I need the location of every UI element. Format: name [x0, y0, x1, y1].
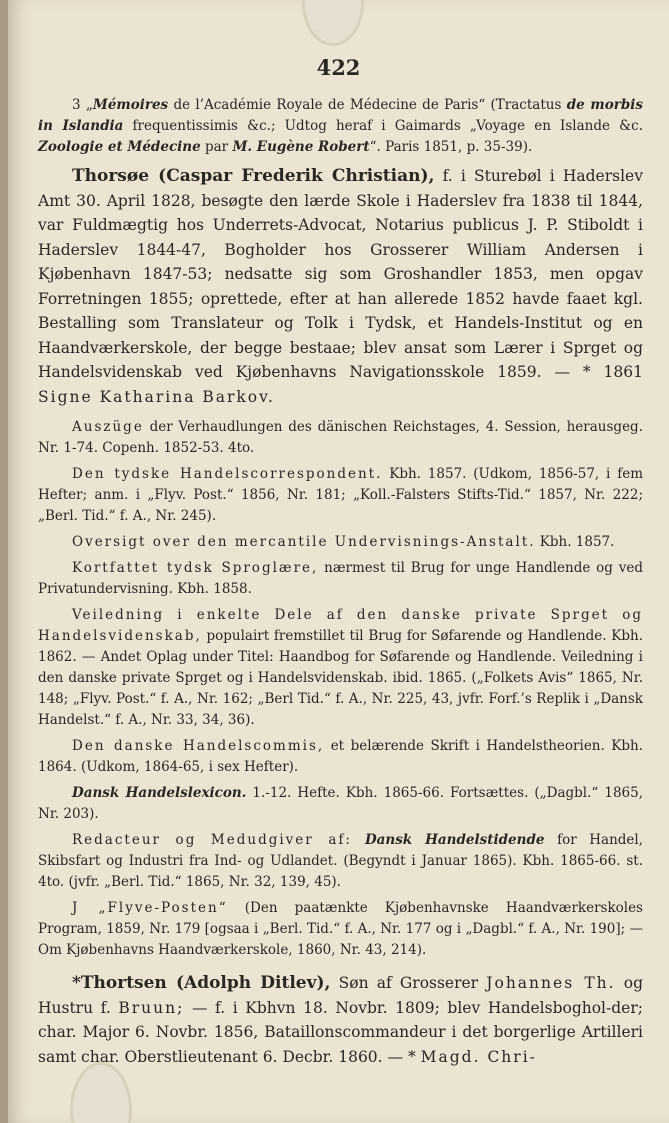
entry-mother: Bruun; — [118, 998, 185, 1017]
work-title: Veiledning i enkelte Dele af den danske private Sprget og Handelsvidenskab, — [38, 607, 643, 644]
work-title-italic: Dansk Handelstidende — [351, 832, 545, 848]
work-title: Redacteur og Medudgiver af: — [72, 832, 352, 848]
entry-body: Søn af Grosserer — [330, 974, 487, 992]
intro-italic: de morbis in Islandia — [38, 97, 644, 134]
punch-hole-top — [302, 0, 364, 46]
work-item — [38, 558, 643, 600]
work-item — [38, 736, 643, 778]
work-details: nærmest til Brug for unge Handlende og ved Privatundervisning. Kbh. 1858. — [38, 560, 644, 597]
work-title: Dansk Handelslexicon. — [72, 785, 247, 801]
intro-italic: Zoologie et Médecine — [38, 139, 201, 155]
intro-text: par — [200, 139, 233, 155]
work-details: (Den paatænkte Kjøbenhavnske Haandværkerskoles Program, 1859, Nr. 179 [ogsaa i „Berl. Tid.“ f. A., Nr. 177 og i „Dagbl.“ f. A., Nr. 190]; — Om Kjøbenhavns Haandværkerskole, 1860, Nr. 43, 214). — [38, 900, 643, 958]
work-title: J „Flyve-Posten“ — [72, 900, 228, 916]
entry-father: Johannes Th. — [486, 974, 616, 992]
work-item — [38, 830, 643, 893]
entry-body: — f. i Kbhvn 18. Novbr. 1809; blev Handelsboghol-der; char. Major 6. Novbr. 1856, Bataillonscommandeur i det borgerlige Artilleri samt char. Oberstlieutenant 6. Decbr. 1860. — * — [38, 998, 643, 1066]
page-number: 422 — [316, 55, 361, 80]
work-item — [38, 532, 643, 553]
work-details: for Handel, Skibsfart og Industri fra Ind- og Udlandet. (Begyndt i Januar 1865). Kbh. 1865-66. st. 4to. (jvfr. „Berl. Tid.“ 1865, Nr. 32, 139, 45). — [38, 832, 644, 890]
intro-italic: M. Eugène Robert — [232, 139, 370, 155]
book-page — [8, 0, 669, 1123]
work-details: Kbh. 1857. — [535, 534, 615, 550]
work-title: Kortfattet tydsk Sproglære, — [72, 560, 319, 576]
entry-spouse: Magd. Chri- — [420, 1047, 537, 1066]
entry-spouse: Signe Katharina Barkov. — [38, 387, 275, 406]
biography-entry-thortsen — [38, 971, 643, 1069]
entry-body: og Hustru f. — [38, 974, 644, 1017]
intro-italic: Mémoires — [92, 97, 169, 113]
work-title: Den danske Handelscommis, — [72, 738, 325, 754]
work-details: Kbh. 1857. (Udkom, 1856-57, i fem Hefter; anm. i „Flyv. Post.“ 1856, Nr. 181; „Koll.-Falsters Stifts-Tid.“ 1857, Nr. 222; „Berl. Tid.“ f. A., Nr. 245). — [38, 466, 643, 524]
intro-paragraph — [38, 95, 643, 158]
work-title: Oversigt over den mercantile Undervisnings-Anstalt. — [72, 534, 536, 550]
intro-text: frequentissimis &c.; Udtog heraf i Gaimards „Voyage en Islande &c. — [123, 118, 643, 134]
page-content — [38, 95, 643, 1077]
work-details: 1.-12. Hefte. Kbh. 1865-66. Fortsættes. („Dagbl.“ 1865, Nr. 203). — [38, 785, 644, 822]
intro-text: 3 „ — [72, 97, 93, 113]
work-title: Den tydske Handelscorrespondent. — [72, 466, 383, 482]
work-details: der Verhaudlungen des dänischen Reichstages, 4. Session, herausgeg. Nr. 1-74. Copenh. 1852-53. 4to. — [38, 419, 643, 456]
biography-entry-thorsoe — [38, 164, 643, 409]
entry-body: f. i Sturebøl i Haderslev Amt 30. April 1828, besøgte den lærde Skole i Haderslev fra 1838 til 1844, var Fuldmægtig hos Underrets-Advocat, Notarius publicus J. P. Stiboldt i Haderslev 1844-47, Bogholder hos Grosserer William Andersen i Kjøbenhavn 1847-53; nedsatte sig som Groshandler 1853, men opgav Forretningen 1855; oprettede, efter at han allerede 1852 havde faaet kgl. Bestalling som Translateur og Tolk i Tydsk, et Handels-Institut og en Haandværkerskole, der begge bestaae; blev ansat som Lærer i Sprget og Handelsvidenskab ved Kjøbenhavns Navigationsskole 1859. — * 1861 — [38, 167, 643, 381]
work-item — [38, 783, 643, 825]
entry-name: *Thortsen (Adolph Ditlev), — [72, 973, 331, 993]
intro-text: “. Paris 1851, p. 35-39). — [369, 139, 533, 155]
work-details: et belærende Skrift i Handelstheorien. Kbh. 1864. (Udkom, 1864-65, i sex Hefter). — [38, 738, 643, 775]
work-item — [38, 605, 643, 731]
intro-text: de l’Académie Royale de Médecine de Paris“ (Tractatus — [168, 97, 567, 113]
work-item — [38, 898, 643, 961]
entry-name: Thorsøe (Caspar Frederik Christian), — [72, 166, 435, 186]
work-details: populairt fremstillet til Brug for Søfarende og Handlende. Kbh. 1862. — Andet Oplag under Titel: Haandbog for Søfarende og Handlende. Veiledning i den danske private Sprget og i Handelsvidenskab. ibid. 1865. („Folkets Avis“ 1865, Nr. 148; „Flyv. Post.“ f. A., Nr. 162; „Berl Tid.“ f. A., Nr. 225, 43, jvfr. Forf.’s Replik i „Dansk Handelst.“ f. A., Nr. 33, 34, 36). — [38, 628, 643, 728]
work-item — [38, 417, 643, 459]
work-item — [38, 464, 643, 527]
work-title: Auszüge — [72, 419, 144, 435]
